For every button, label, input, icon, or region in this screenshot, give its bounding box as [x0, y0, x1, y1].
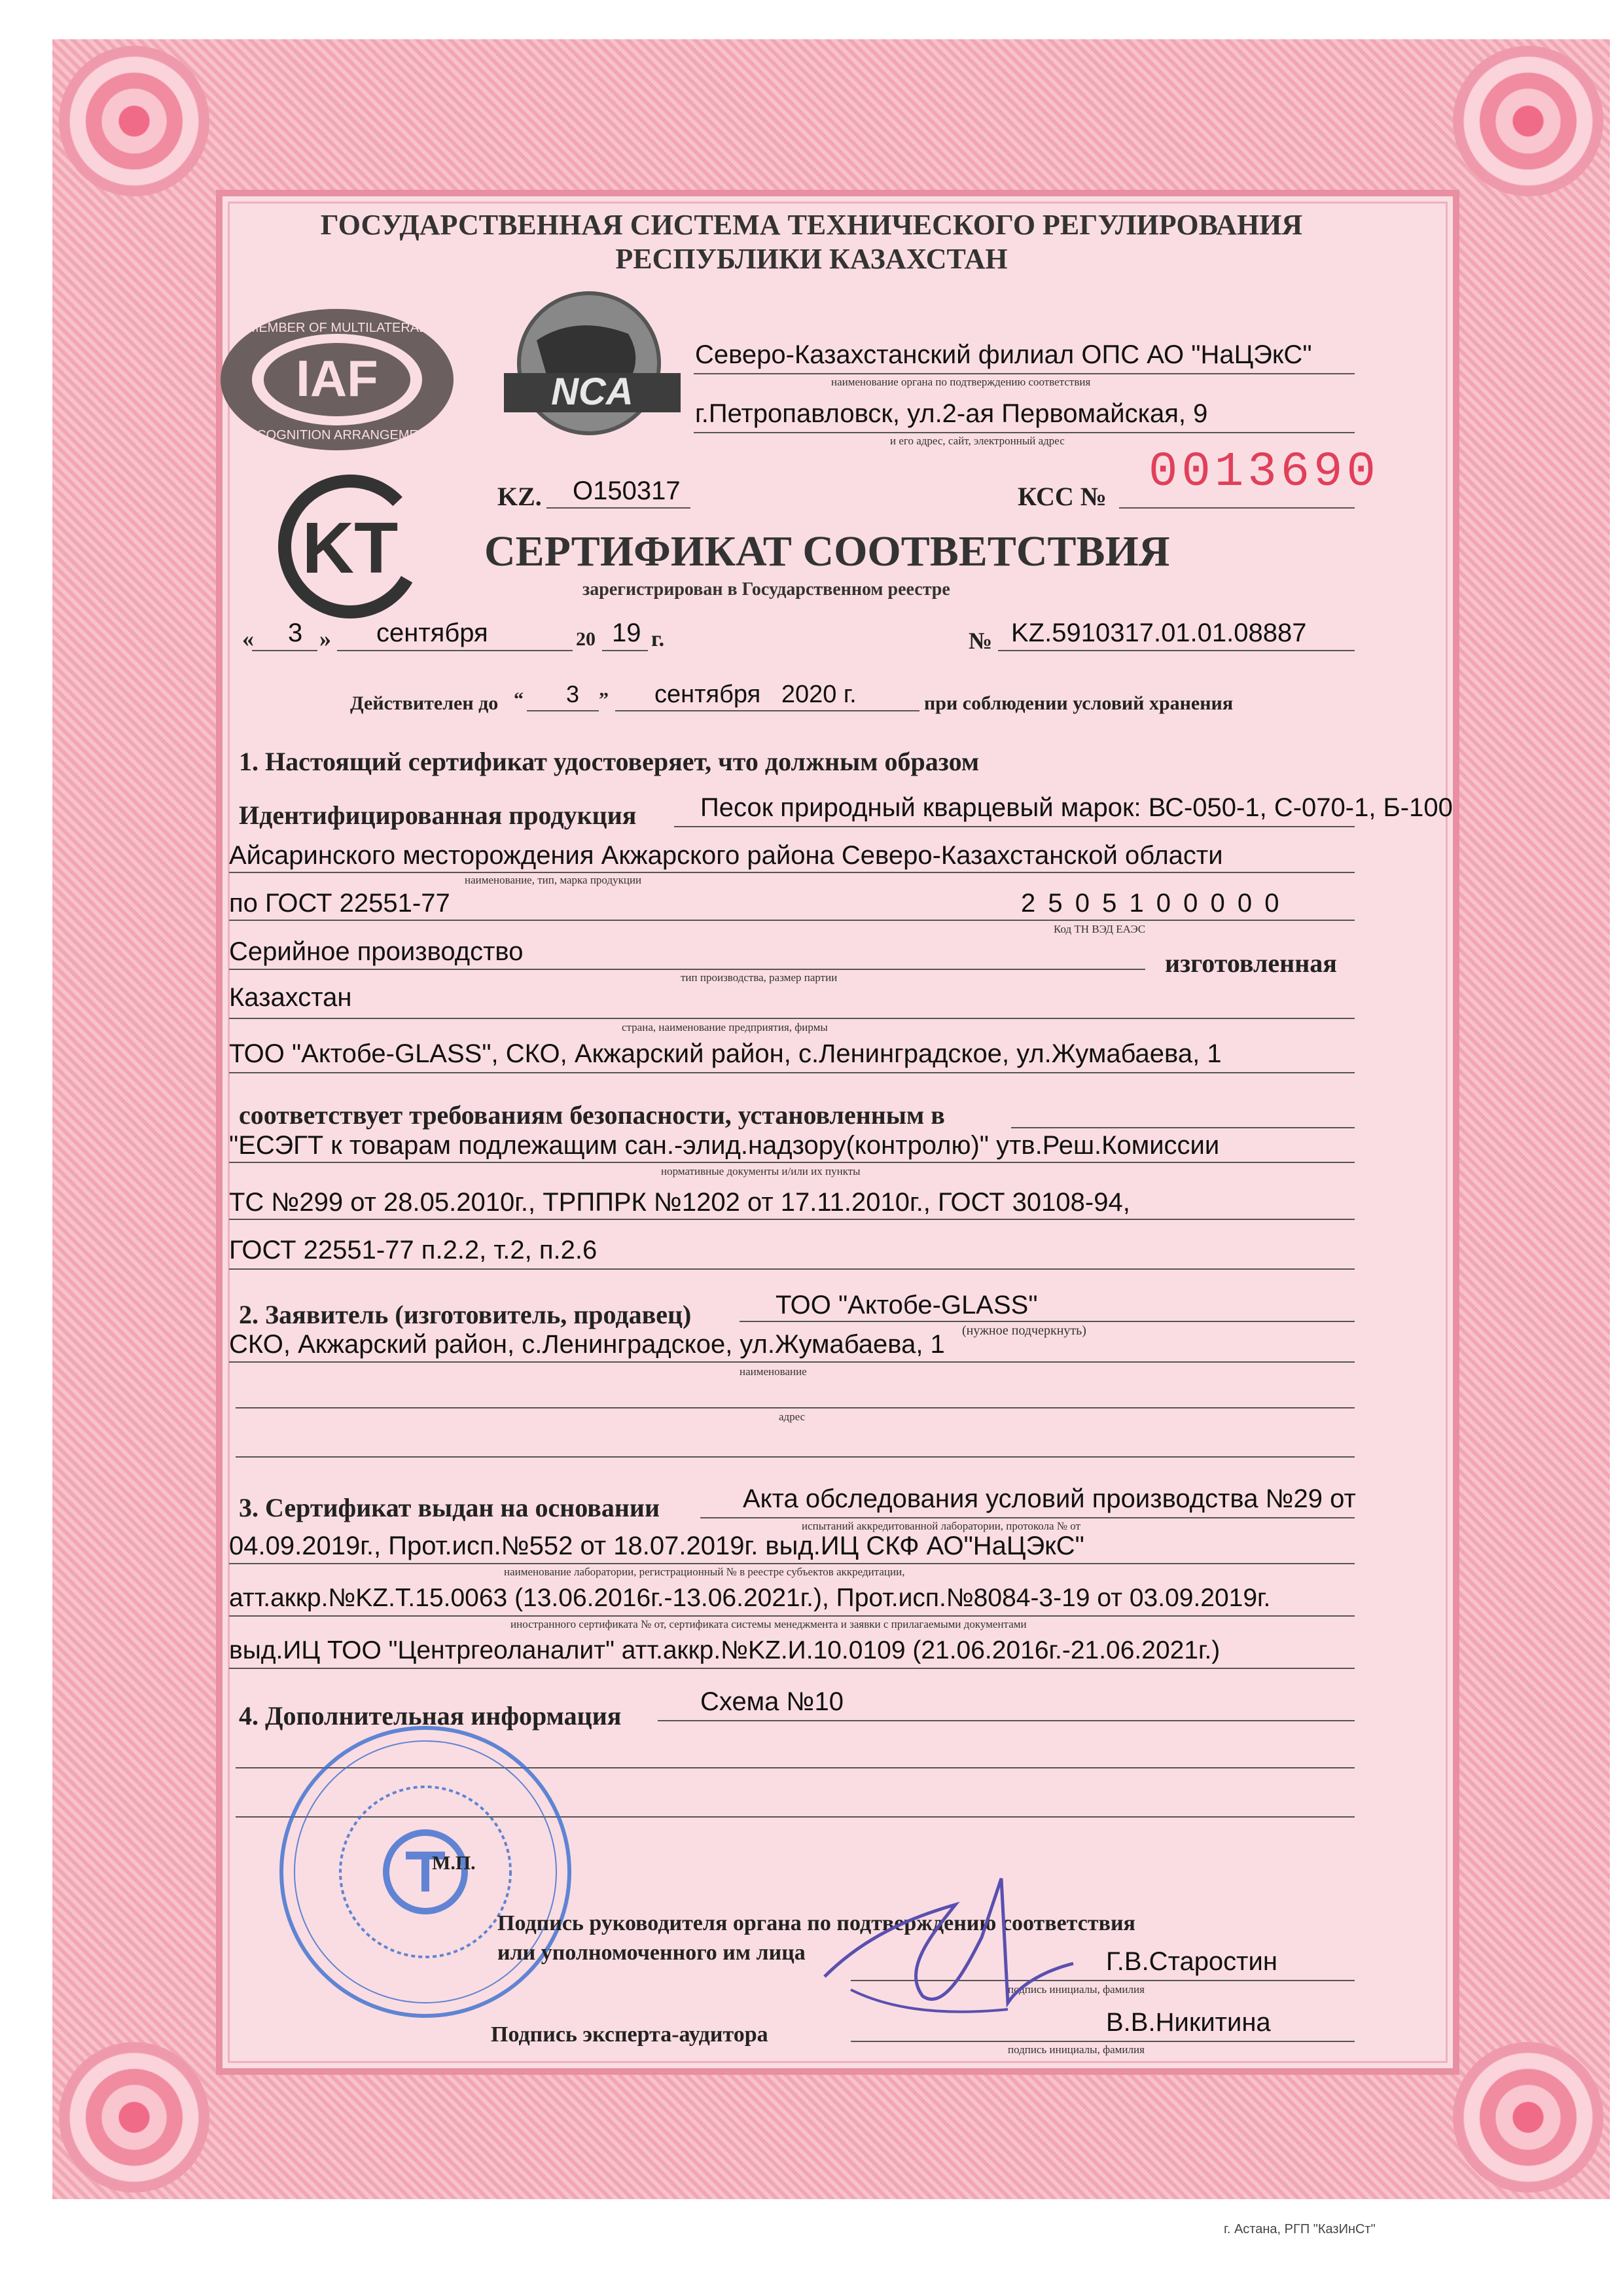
requirements-line-1: "ЕСЭГТ к товарам подлежащим сан.-элид.надзору(контролю)" утв.Реш.Комиссии — [229, 1131, 1220, 1160]
expert-signature-label: Подпись эксперта-аудитора — [491, 2022, 768, 2047]
production-type: Серийное производство — [229, 937, 524, 966]
manufactured-label: изготовленная — [1165, 948, 1337, 978]
head-name-caption: подпись инициалы, фамилия — [1008, 1983, 1145, 1996]
header-line-2: РЕСПУБЛИКИ КАЗАХСТАН — [615, 243, 1008, 275]
requirements-line-2: ТС №299 от 28.05.2010г., ТРППРК №1202 от 17.11.2010г., ГОСТ 30108-94, — [229, 1188, 1130, 1217]
requirements-line-3: ГОСТ 22551-77 п.2.2, т.2, п.2.6 — [229, 1236, 597, 1265]
header-line-1: ГОСУДАРСТВЕННАЯ СИСТЕМА ТЕХНИЧЕСКОГО РЕГУЛИРОВАНИЯ — [320, 209, 1303, 241]
year-suffix: 19 — [612, 619, 641, 647]
product-line-1: Песок природный кварцевый марок: ВС-050-1, С-070-1, Б-100 — [700, 793, 1453, 822]
issue-month: сентября — [376, 619, 488, 647]
kz-value: О150317 — [573, 476, 681, 505]
registration-number: KZ.5910317.01.01.08887 — [1011, 619, 1307, 647]
country: Казахстан — [229, 983, 352, 1012]
valid-open-quote: “ — [514, 689, 524, 710]
corner-rosette-icon — [59, 46, 209, 196]
corner-rosette-icon — [59, 2042, 209, 2193]
applicant-address-caption: адрес — [779, 1410, 806, 1423]
number-label: № — [969, 628, 993, 654]
product-label: Идентифицированная продукция — [239, 800, 637, 830]
basis-line-4: выд.ИЦ ТОО "Центргеоланалит" атт.аккр.№KZ.И.10.0109 (21.06.2016г.-21.06.2021г.) — [229, 1636, 1221, 1664]
certificate-subtitle: зарегистрирован в Государственном реестре — [582, 579, 950, 600]
body-address: г.Петропавловск, ул.2-ая Первомайская, 9 — [695, 399, 1208, 428]
valid-month-year: сентября 2020 г. — [654, 681, 857, 708]
issue-day: 3 — [288, 619, 303, 647]
seal-place-label: М.П. — [432, 1852, 476, 1874]
kz-label: KZ. — [497, 482, 542, 511]
handwritten-signature — [812, 1859, 1086, 2029]
production-caption: тип производства, размер партии — [681, 971, 838, 984]
svg-text:NCA: NCA — [551, 370, 633, 413]
underline-caption: (нужное подчеркнуть) — [962, 1323, 1086, 1338]
head-signature-label-2: или уполномоченного им лица — [497, 1941, 806, 1965]
body-name: Северо-Казахстанский филиал ОПС АО "НаЦЭкС" — [695, 340, 1312, 369]
basis-caption-1: испытаний аккредитованной лаборатории, протокола № от — [802, 1520, 1081, 1532]
iaf-logo — [216, 304, 458, 455]
valid-day: 3 — [566, 681, 580, 708]
svg-text:KT: KT — [302, 508, 399, 588]
basis-line-3: атт.аккр.№KZ.T.15.0063 (13.06.2016г.-13.06.2021г.), Прот.исп.№8084-3-19 от 03.09.2019г. — [229, 1584, 1271, 1612]
additional-info: Схема №10 — [700, 1687, 844, 1716]
official-stamp — [275, 1721, 576, 2022]
svg-text:IAF: IAF — [296, 350, 378, 407]
expert-name-caption: подпись инициалы, фамилия — [1008, 2043, 1145, 2056]
requirements-caption: нормативные документы и/или их пункты — [661, 1165, 861, 1177]
date-close-quote: » — [319, 626, 331, 652]
year-unit: г. — [651, 627, 665, 651]
product-caption: наименование, тип, марка продукции — [465, 874, 642, 886]
basis-caption-2: наименование лаборатории, регистрационный № в реестре субъектов аккредитации, — [504, 1566, 905, 1578]
applicant-name: ТОО "Актобе-GLASS" — [776, 1291, 1038, 1319]
head-name: Г.В.Старостин — [1106, 1947, 1277, 1976]
year-prefix: 20 — [576, 628, 596, 650]
head-signature-label-1: Подпись руководителя органа по подтверждению соответствия — [497, 1911, 1135, 1935]
storage-condition: при соблюдении условий хранения — [924, 692, 1234, 714]
manufacturer: ТОО "Актобе-GLASS", СКО, Акжарский район, с.Ленинградское, ул.Жумабаева, 1 — [229, 1039, 1222, 1068]
corner-rosette-icon — [1453, 2042, 1603, 2193]
body-address-caption: и его адрес, сайт, электронный адрес — [890, 435, 1065, 447]
kt-conformity-mark — [275, 471, 425, 622]
nca-logo — [497, 288, 687, 452]
printer-imprint: г. Астана, РГП "КазИнСт" — [1224, 2222, 1376, 2236]
conforms-label: соответствует требованиям безопасности, установленным в — [239, 1100, 945, 1130]
tn-ved-code: 2 5 0 5 1 0 0 0 0 0 — [1021, 889, 1282, 918]
valid-until-label: Действителен до — [350, 692, 499, 714]
product-line-2: Айсаринского месторождения Акжарского района Северо-Казахстанской области — [229, 841, 1223, 870]
section-3-heading: 3. Сертификат выдан на основании — [239, 1493, 660, 1522]
applicant-address: СКО, Акжарский район, с.Ленинградское, ул.Жумабаева, 1 — [229, 1330, 945, 1359]
applicant-name-caption: наименование — [740, 1365, 807, 1378]
basis-line-2: 04.09.2019г., Прот.исп.№552 от 18.07.2019г. выд.ИЦ СКФ АО"НаЦЭкС" — [229, 1532, 1084, 1560]
basis-line-1: Акта обследования условий производства №29 от — [743, 1484, 1356, 1513]
kcc-label: КСС № — [1018, 482, 1107, 511]
tn-ved-caption: Код ТН ВЭД ЕАЭС — [1054, 923, 1146, 935]
expert-name: В.В.Никитина — [1106, 2008, 1271, 2037]
section-4-heading: 4. Дополнительная информация — [239, 1701, 622, 1731]
valid-close-quote: ” — [599, 689, 609, 710]
kcc-serial-number: 0013690 — [1149, 445, 1380, 500]
country-caption: страна, наименование предприятия, фирмы — [622, 1021, 828, 1033]
date-open-quote: « — [242, 626, 254, 652]
basis-caption-3: иностранного сертификата № от, сертификата системы менеджмента и заявки с прилагаемыми документами — [510, 1618, 1027, 1630]
product-gost: по ГОСТ 22551-77 — [229, 889, 450, 918]
body-name-caption: наименование органа по подтверждению соответствия — [831, 376, 1091, 388]
section-1-heading: 1. Настоящий сертификат удостоверяет, что должным образом — [239, 747, 980, 776]
corner-rosette-icon — [1453, 46, 1603, 196]
svg-text:RECOGNITION ARRANGEMENT: RECOGNITION ARRANGEMENT — [238, 428, 436, 442]
section-2-heading: 2. Заявитель (изготовитель, продавец) — [239, 1300, 692, 1329]
certificate-title: СЕРТИФИКАТ СООТВЕТСТВИЯ — [484, 528, 1170, 575]
svg-text:MEMBER OF MULTILATERAL: MEMBER OF MULTILATERAL — [247, 321, 427, 335]
